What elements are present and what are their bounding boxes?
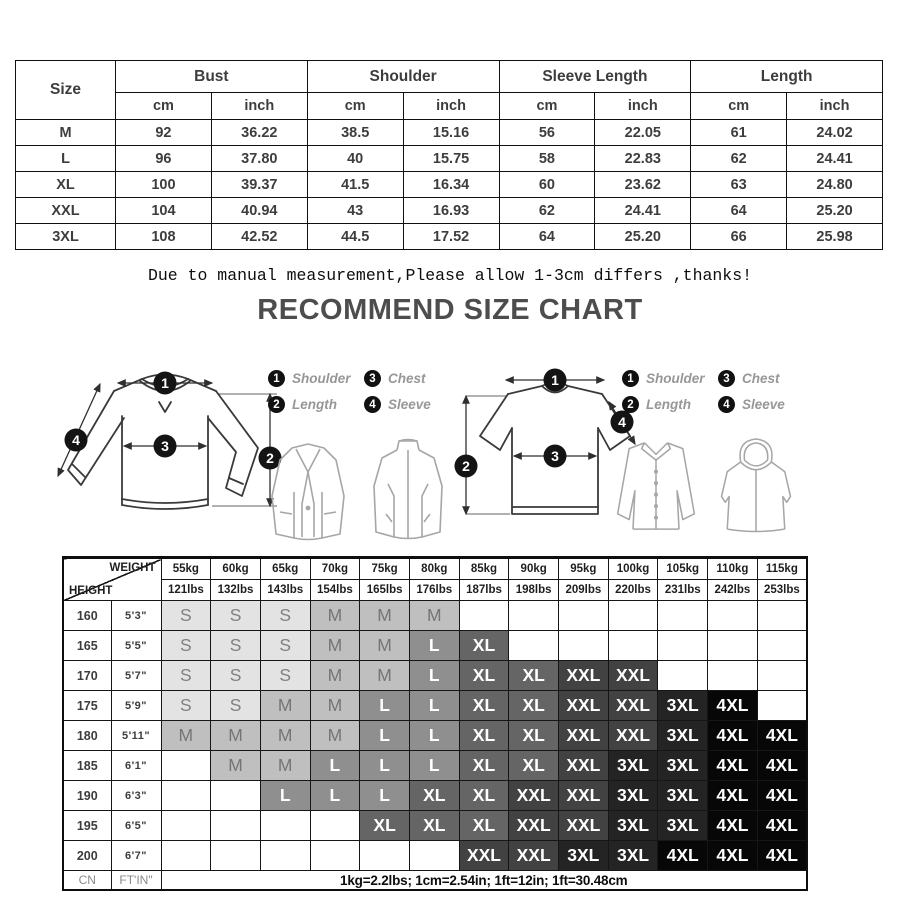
height-row (63, 811, 807, 841)
size-recommend-cell: M (360, 601, 410, 631)
measurement-table (15, 60, 883, 250)
measure-legend (268, 370, 452, 413)
empty-cell (608, 631, 658, 661)
length-badge (455, 455, 478, 478)
blazer-icon (262, 436, 354, 544)
value-cell: 37.80 (211, 146, 307, 172)
height-ft-cell: 6'1" (111, 751, 161, 781)
size-recommend-cell: XXL (559, 751, 609, 781)
size-recommend-cell: S (161, 601, 211, 631)
size-recommend-cell: 4XL (708, 811, 758, 841)
value-cell: 25.20 (787, 198, 883, 224)
size-cell: 3XL (16, 224, 116, 250)
weight-kg-header: 70kg (310, 558, 360, 580)
size-recommend-cell: XXL (559, 811, 609, 841)
size-recommend-cell: 3XL (658, 691, 708, 721)
size-row (16, 120, 883, 146)
height-cm-cell: 175 (63, 691, 111, 721)
size-recommend-cell: XXL (608, 691, 658, 721)
legend-label: Length (292, 397, 337, 412)
value-cell: 15.16 (403, 120, 499, 146)
height-ft-cell: 5'7" (111, 661, 161, 691)
legend-item (622, 396, 718, 413)
value-cell: 40.94 (211, 198, 307, 224)
weight-lbs-header: 121lbs (161, 580, 211, 601)
value-cell: 62 (691, 146, 787, 172)
size-recommend-cell: XL (409, 811, 459, 841)
value-cell: 36.22 (211, 120, 307, 146)
size-row (16, 224, 883, 250)
size-recommend-cell: S (161, 631, 211, 661)
size-recommend-cell: S (211, 691, 261, 721)
size-recommend-cell: 3XL (608, 781, 658, 811)
size-recommend-cell: XXL (559, 661, 609, 691)
size-recommend-cell: M (310, 691, 360, 721)
value-cell: 38.5 (307, 120, 403, 146)
empty-cell (658, 661, 708, 691)
sweatshirt-measure-diagram (50, 358, 285, 543)
size-recommend-cell: L (360, 721, 410, 751)
size-recommend-cell: M (260, 721, 310, 751)
size-recommend-cell: 4XL (658, 841, 708, 871)
height-cm-cell: 170 (63, 661, 111, 691)
size-recommend-cell: M (310, 601, 360, 631)
size-col-header: Size (16, 61, 116, 120)
unit-cm-header: cm (307, 93, 403, 120)
legend-badge: 4 (364, 396, 381, 413)
empty-cell (509, 631, 559, 661)
empty-cell (708, 631, 758, 661)
value-cell: 39.37 (211, 172, 307, 198)
size-recommend-cell: L (409, 631, 459, 661)
value-cell: 62 (499, 198, 595, 224)
group-header: Bust (116, 61, 308, 93)
size-recommend-cell: M (211, 721, 261, 751)
size-recommend-cell: XXL (559, 691, 609, 721)
value-cell: 92 (116, 120, 212, 146)
size-recommend-cell: L (409, 751, 459, 781)
chest-badge (154, 435, 177, 458)
garment-icons-left (262, 436, 454, 544)
height-cm-cell: 180 (63, 721, 111, 751)
empty-cell (260, 841, 310, 871)
legend-item (364, 396, 452, 413)
shoulder-badge (154, 372, 177, 395)
value-cell: 108 (116, 224, 212, 250)
legend-item (364, 370, 452, 387)
legend-label: Sleeve (388, 397, 431, 412)
empty-cell (757, 691, 807, 721)
group-header: Length (691, 61, 883, 93)
legend-label: Shoulder (646, 371, 705, 386)
legend-item (268, 396, 364, 413)
height-ft-cell: 6'7" (111, 841, 161, 871)
svg-text:3: 3 (551, 448, 559, 464)
size-recommend-cell: S (260, 661, 310, 691)
empty-cell (757, 601, 807, 631)
height-ft-cell: 5'11" (111, 721, 161, 751)
recommend-size-chart-title: RECOMMEND SIZE CHART (257, 294, 643, 326)
size-recommend-cell: L (310, 751, 360, 781)
svg-text:4: 4 (72, 432, 80, 448)
measure-legend (622, 370, 806, 413)
value-cell: 24.41 (595, 198, 691, 224)
value-cell: 66 (691, 224, 787, 250)
empty-cell (211, 811, 261, 841)
value-cell: 58 (499, 146, 595, 172)
size-recommend-cell: XXL (559, 781, 609, 811)
size-recommend-cell: XXL (509, 781, 559, 811)
empty-cell (509, 601, 559, 631)
empty-cell (161, 811, 211, 841)
weight-kg-header: 105kg (658, 558, 708, 580)
height-row (63, 841, 807, 871)
weight-lbs-header: 143lbs (260, 580, 310, 601)
weight-kg-header: 100kg (608, 558, 658, 580)
value-cell: 16.93 (403, 198, 499, 224)
size-recommend-cell: XL (509, 721, 559, 751)
size-recommend-cell: XL (459, 781, 509, 811)
cn-label: CN (63, 871, 111, 891)
legend-badge: 1 (268, 370, 285, 387)
size-recommend-cell: L (310, 781, 360, 811)
size-row (16, 146, 883, 172)
size-recommend-cell: 4XL (708, 721, 758, 751)
unit-cm-header: cm (499, 93, 595, 120)
size-recommend-cell: 4XL (708, 691, 758, 721)
height-ft-cell: 6'5" (111, 811, 161, 841)
empty-cell (708, 661, 758, 691)
height-row (63, 661, 807, 691)
legend-badge: 3 (718, 370, 735, 387)
weight-kg-header: 95kg (559, 558, 609, 580)
empty-cell (658, 631, 708, 661)
height-row (63, 691, 807, 721)
value-cell: 43 (307, 198, 403, 224)
size-recommend-cell: M (310, 631, 360, 661)
size-recommend-cell: XXL (608, 721, 658, 751)
unit-inch-header: inch (787, 93, 883, 120)
weight-lbs-header: 220lbs (608, 580, 658, 601)
size-recommend-cell: L (409, 691, 459, 721)
size-recommend-cell: XXL (459, 841, 509, 871)
value-cell: 42.52 (211, 224, 307, 250)
unit-cm-header: cm (116, 93, 212, 120)
size-recommend-cell: 3XL (658, 721, 708, 751)
value-cell: 61 (691, 120, 787, 146)
value-cell: 25.20 (595, 224, 691, 250)
svg-text:2: 2 (462, 458, 470, 474)
weight-kg-header: 60kg (211, 558, 261, 580)
value-cell: 24.02 (787, 120, 883, 146)
measurement-note: Due to manual measurement,Please allow 1-3cm differs ,thanks! (148, 266, 752, 285)
empty-cell (409, 841, 459, 871)
height-cm-cell: 165 (63, 631, 111, 661)
value-cell: 64 (499, 224, 595, 250)
value-cell: 63 (691, 172, 787, 198)
weight-label: WEIGHT (109, 562, 156, 574)
conversion-note: 1kg=2.2lbs; 1cm=2.54in; 1ft=12in; 1ft=30.48cm (161, 871, 807, 891)
weight-lbs-header: 209lbs (559, 580, 609, 601)
size-recommend-cell: XL (459, 661, 509, 691)
size-recommend-cell: 3XL (658, 751, 708, 781)
size-recommend-cell: XL (409, 781, 459, 811)
weight-lbs-header: 253lbs (757, 580, 807, 601)
legend-item (268, 370, 364, 387)
empty-cell (260, 811, 310, 841)
empty-cell (211, 781, 261, 811)
weight-kg-header: 65kg (260, 558, 310, 580)
size-recommend-cell: S (161, 661, 211, 691)
empty-cell (708, 601, 758, 631)
size-recommend-cell: L (260, 781, 310, 811)
size-recommend-cell: 4XL (708, 841, 758, 871)
value-cell: 56 (499, 120, 595, 146)
size-recommend-cell: 4XL (757, 811, 807, 841)
size-recommend-cell: M (360, 631, 410, 661)
value-cell: 44.5 (307, 224, 403, 250)
legend-label: Shoulder (292, 371, 351, 386)
size-recommend-cell: 4XL (757, 721, 807, 751)
weight-lbs-header: 154lbs (310, 580, 360, 601)
legend-badge: 2 (622, 396, 639, 413)
empty-cell (757, 631, 807, 661)
value-cell: 15.75 (403, 146, 499, 172)
value-cell: 22.05 (595, 120, 691, 146)
garment-icons-right (610, 432, 802, 540)
empty-cell (161, 781, 211, 811)
size-cell: XL (16, 172, 116, 198)
value-cell: 22.83 (595, 146, 691, 172)
height-label: HEIGHT (69, 585, 113, 597)
size-recommend-cell: M (409, 601, 459, 631)
units-footer-row (63, 871, 807, 891)
legend-label: Sleeve (742, 397, 785, 412)
height-cm-cell: 195 (63, 811, 111, 841)
size-recommend-cell: L (360, 781, 410, 811)
chest-badge (544, 445, 567, 468)
weight-kg-header: 75kg (360, 558, 410, 580)
size-recommend-cell: XL (509, 751, 559, 781)
empty-cell (161, 751, 211, 781)
value-cell: 41.5 (307, 172, 403, 198)
legend-badge: 2 (268, 396, 285, 413)
size-cell: XXL (16, 198, 116, 224)
empty-cell (459, 601, 509, 631)
legend-label: Chest (388, 371, 426, 386)
size-recommend-cell: 3XL (658, 781, 708, 811)
size-recommend-cell: S (211, 601, 261, 631)
weight-kg-header: 55kg (161, 558, 211, 580)
height-row (63, 631, 807, 661)
height-cm-cell: 185 (63, 751, 111, 781)
size-recommend-cell: M (310, 721, 360, 751)
height-row (63, 781, 807, 811)
size-recommend-cell: XL (459, 751, 509, 781)
size-recommend-cell: 3XL (608, 811, 658, 841)
value-cell: 24.41 (787, 146, 883, 172)
height-ft-cell: 5'5" (111, 631, 161, 661)
height-row (63, 601, 807, 631)
size-recommend-cell: XL (459, 691, 509, 721)
value-cell: 23.62 (595, 172, 691, 198)
size-recommend-cell: M (211, 751, 261, 781)
weight-kg-header: 115kg (757, 558, 807, 580)
size-recommend-cell: XL (509, 691, 559, 721)
svg-text:4: 4 (618, 414, 626, 430)
size-recommend-cell: XL (459, 721, 509, 751)
weight-lbs-header: 198lbs (509, 580, 559, 601)
unit-inch-header: inch (211, 93, 307, 120)
size-recommend-cell: L (360, 751, 410, 781)
weight-lbs-header: 165lbs (360, 580, 410, 601)
weight-kg-header: 90kg (509, 558, 559, 580)
size-recommend-cell: S (260, 631, 310, 661)
height-cm-cell: 160 (63, 601, 111, 631)
size-recommend-cell: 3XL (559, 841, 609, 871)
size-recommend-cell: XXL (509, 841, 559, 871)
value-cell: 60 (499, 172, 595, 198)
size-recommend-cell: S (260, 601, 310, 631)
value-cell: 16.34 (403, 172, 499, 198)
weight-kg-header: 85kg (459, 558, 509, 580)
size-recommend-cell: XL (360, 811, 410, 841)
svg-text:1: 1 (551, 372, 559, 388)
unit-inch-header: inch (595, 93, 691, 120)
height-ft-cell: 6'3" (111, 781, 161, 811)
legend-badge: 3 (364, 370, 381, 387)
empty-cell (310, 841, 360, 871)
size-recommend-cell: XL (459, 631, 509, 661)
empty-cell (559, 631, 609, 661)
empty-cell (757, 661, 807, 691)
value-cell: 100 (116, 172, 212, 198)
weight-lbs-header: 231lbs (658, 580, 708, 601)
weight-kg-header: 80kg (409, 558, 459, 580)
size-recommend-cell: M (161, 721, 211, 751)
weight-lbs-header: 242lbs (708, 580, 758, 601)
value-cell: 96 (116, 146, 212, 172)
group-header: Sleeve Length (499, 61, 691, 93)
size-row (16, 172, 883, 198)
value-cell: 40 (307, 146, 403, 172)
size-recommend-cell: S (161, 691, 211, 721)
height-row (63, 721, 807, 751)
empty-cell (211, 841, 261, 871)
legend-item (718, 396, 806, 413)
hoodie-icon (710, 432, 802, 540)
size-cell: L (16, 146, 116, 172)
legend-label: Length (646, 397, 691, 412)
empty-cell (310, 811, 360, 841)
height-ft-cell: 5'3" (111, 601, 161, 631)
size-recommend-cell: 4XL (757, 781, 807, 811)
size-recommend-cell: XXL (608, 661, 658, 691)
size-recommend-cell: 4XL (757, 841, 807, 871)
weight-lbs-header: 176lbs (409, 580, 459, 601)
size-recommend-cell: 3XL (608, 841, 658, 871)
size-recommend-cell: 3XL (608, 751, 658, 781)
weight-kg-header: 110kg (708, 558, 758, 580)
size-recommend-cell: L (409, 721, 459, 751)
size-cell: M (16, 120, 116, 146)
size-row (16, 198, 883, 224)
value-cell: 17.52 (403, 224, 499, 250)
legend-badge: 4 (718, 396, 735, 413)
ftin-label: FT'IN" (111, 871, 161, 891)
empty-cell (360, 841, 410, 871)
legend-badge: 1 (622, 370, 639, 387)
weight-lbs-header: 187lbs (459, 580, 509, 601)
size-recommend-cell: S (211, 661, 261, 691)
size-recommend-cell: M (310, 661, 360, 691)
height-cm-cell: 200 (63, 841, 111, 871)
size-recommend-cell: L (360, 691, 410, 721)
value-cell: 64 (691, 198, 787, 224)
unit-inch-header: inch (403, 93, 499, 120)
size-recommend-cell: 4XL (757, 751, 807, 781)
weight-lbs-header: 132lbs (211, 580, 261, 601)
empty-cell (608, 601, 658, 631)
recommend-matrix-table (62, 556, 808, 891)
weight-height-header (63, 558, 161, 601)
unit-cm-header: cm (691, 93, 787, 120)
shoulder-badge (544, 369, 567, 392)
size-recommend-cell: M (260, 751, 310, 781)
svg-text:2: 2 (266, 450, 274, 466)
size-recommend-cell: L (409, 661, 459, 691)
size-recommend-cell: XL (509, 661, 559, 691)
size-recommend-cell: XXL (559, 721, 609, 751)
size-recommend-cell: M (260, 691, 310, 721)
value-cell: 24.80 (787, 172, 883, 198)
size-recommend-cell: 4XL (708, 751, 758, 781)
sleeve-badge (65, 429, 88, 452)
size-recommend-cell: XL (459, 811, 509, 841)
empty-cell (559, 601, 609, 631)
svg-text:1: 1 (161, 375, 169, 391)
legend-item (718, 370, 806, 387)
zip-jacket-icon (362, 436, 454, 544)
size-recommend-cell: M (360, 661, 410, 691)
legend-item (622, 370, 718, 387)
height-cm-cell: 190 (63, 781, 111, 811)
button-shirt-icon (610, 432, 702, 540)
sleeve-badge (611, 411, 634, 434)
empty-cell (161, 841, 211, 871)
height-row (63, 751, 807, 781)
size-recommend-cell: 4XL (708, 781, 758, 811)
value-cell: 25.98 (787, 224, 883, 250)
size-recommend-cell: S (211, 631, 261, 661)
size-recommend-cell: 3XL (658, 811, 708, 841)
height-ft-cell: 5'9" (111, 691, 161, 721)
empty-cell (658, 601, 708, 631)
svg-text:3: 3 (161, 438, 169, 454)
value-cell: 104 (116, 198, 212, 224)
size-recommend-cell: XXL (509, 811, 559, 841)
legend-label: Chest (742, 371, 780, 386)
group-header: Shoulder (307, 61, 499, 93)
